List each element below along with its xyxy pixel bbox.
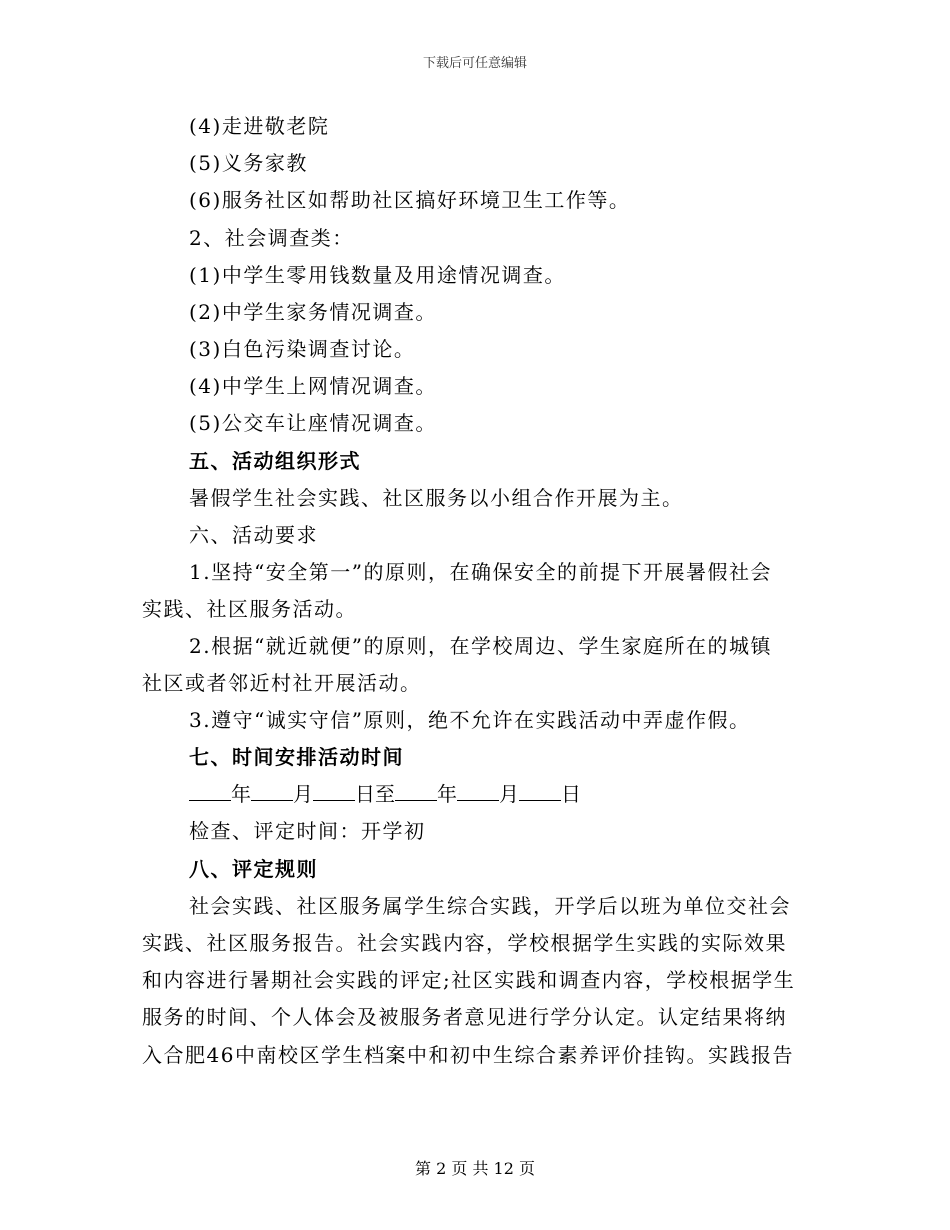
paragraph-line: 服务的时间、个人体会及被服务者意见进行学分认定。认定结果将纳 [142,1005,787,1029]
paragraph-line: 社区或者邻近村社开展活动。 [142,671,422,695]
list-item: (4)中学生上网情况调查。 [189,374,437,398]
list-item: (5)义务家教 [189,151,308,175]
list-item: (5)公交车让座情况调查。 [189,411,437,435]
date-label: 年 [231,782,251,806]
page-header: 下载后可任意编辑 [422,56,527,71]
date-label: 日至 [355,782,395,806]
section-heading: 五、活动组织形式 [189,449,361,473]
paragraph-line: 社会实践、社区服务属学生综合实践，开学后以班为单位交社会 [189,894,791,918]
date-label: 月 [293,782,313,806]
paragraph-line: 实践、社区服务报告。社会实践内容，学校根据学生实践的实际效果 [142,931,787,955]
date-label: 日 [561,782,581,806]
blank-field [457,780,499,801]
list-item: (2)中学生家务情况调查。 [189,300,437,324]
date-range-line [189,780,581,808]
page-number: 第 2 页 共 12 页 [415,1159,535,1178]
section-heading: 六、活动要求 [189,523,318,547]
paragraph-line: 1.坚持“安全第一”的原则，在确保安全的前提下开展暑假社会 [189,560,773,584]
paragraph-line: 实践、社区服务活动。 [142,597,357,621]
list-item: (1)中学生零用钱数量及用途情况调查。 [189,263,566,287]
section-heading: 七、时间安排活动时间 [189,745,404,769]
paragraph-line: 入合肥46中南校区学生档案中和初中生综合素养评价挂钩。实践报告 [142,1043,794,1067]
section-heading: 八、评定规则 [189,857,318,881]
blank-field [189,780,231,801]
subsection-title: 2、社会调查类： [189,226,354,250]
blank-field [395,780,437,801]
paragraph-line: 暑假学生社会实践、社区服务以小组合作开展为主。 [189,486,684,510]
blank-field [519,780,561,801]
list-item: (3)白色污染调查讨论。 [189,337,416,361]
list-item: (6)服务社区如帮助社区搞好环境卫生工作等。 [189,188,631,212]
blank-field [313,780,355,801]
date-label: 年 [437,782,457,806]
blank-field [251,780,293,801]
paragraph-line: 2.根据“就近就便”的原则，在学校周边、学生家庭所在的城镇 [189,634,773,658]
paragraph-line: 和内容进行暑期社会实践的评定;社区实践和调查内容，学校根据学生 [142,968,796,992]
paragraph-line: 3.遵守“诚实守信”原则，绝不允许在实践活动中弄虚作假。 [189,708,751,732]
date-label: 月 [499,782,519,806]
paragraph-line: 检查、评定时间：开学初 [189,819,426,843]
list-item: (4)走进敬老院 [189,114,330,138]
